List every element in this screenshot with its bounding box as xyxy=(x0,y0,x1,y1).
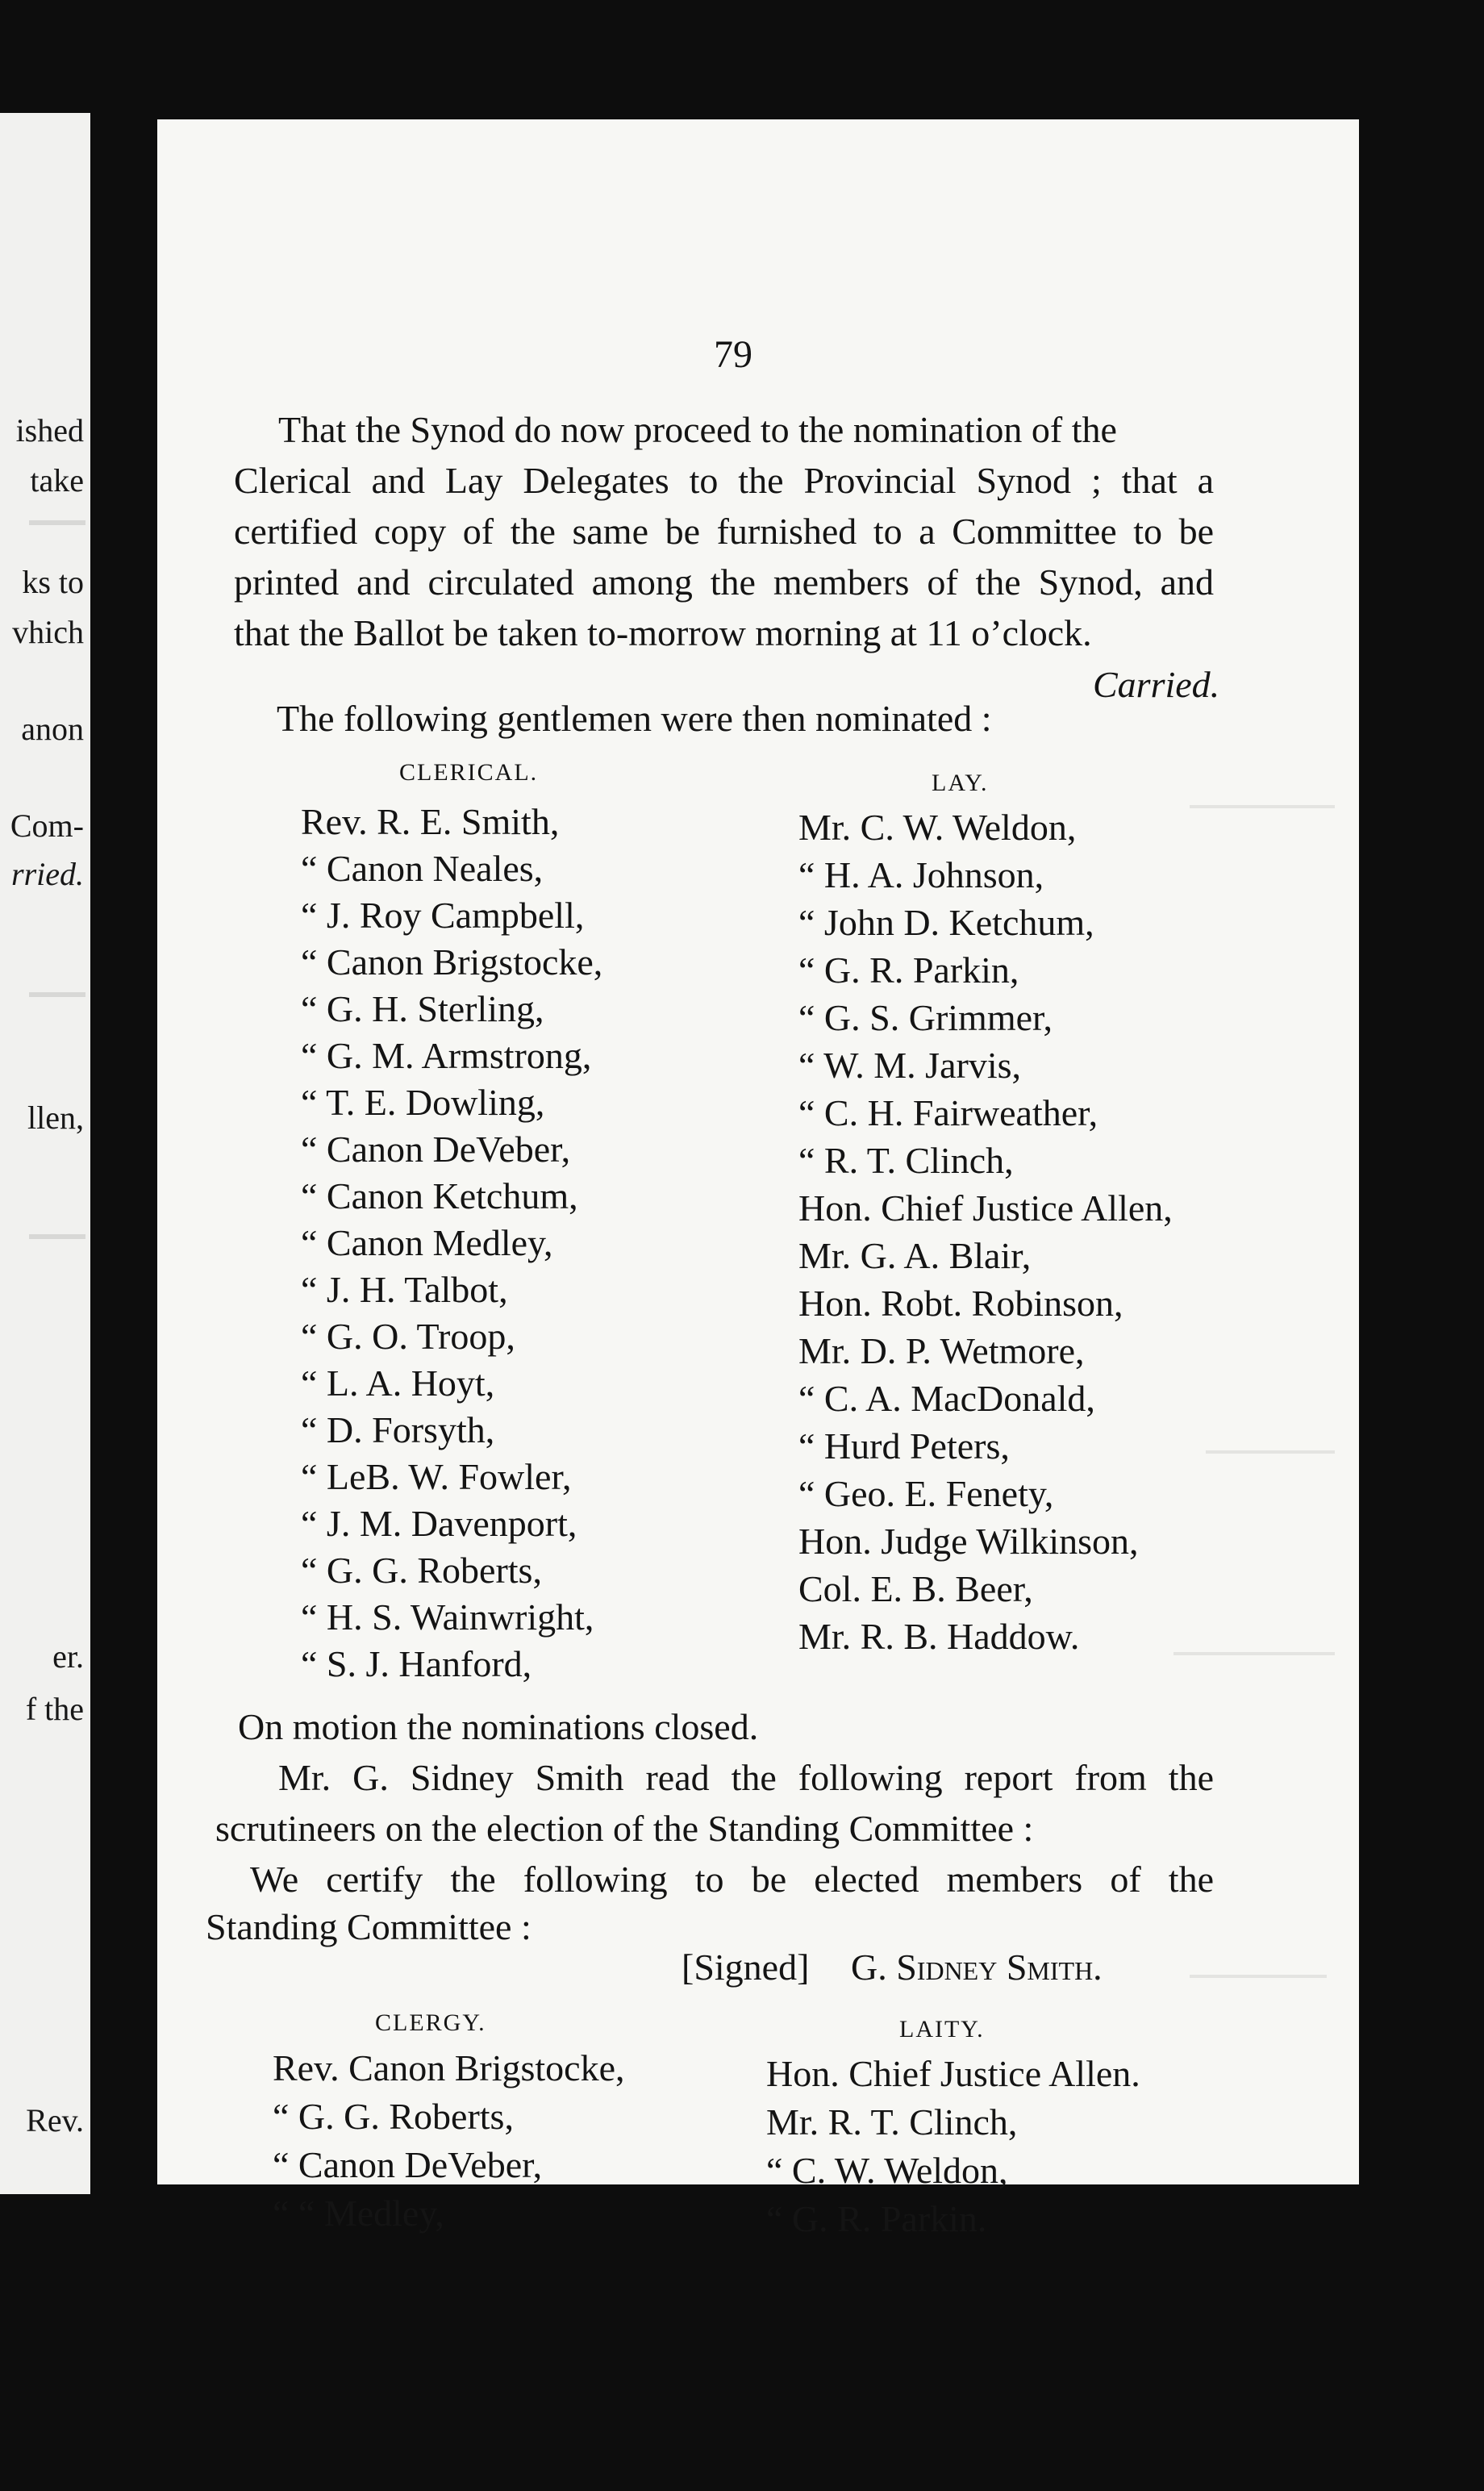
clerical-nominee: “ G. O. Troop, xyxy=(301,1316,515,1357)
clerical-nominee: “ Canon Ketchum, xyxy=(301,1175,578,1216)
clergy-member: Rev. Canon Brigstocke, xyxy=(273,2047,625,2088)
lay-nominee: “ G. S. Grimmer, xyxy=(798,997,1053,1038)
lay-nominee: Mr. R. B. Haddow. xyxy=(798,1616,1080,1657)
clerical-heading: CLERICAL. xyxy=(399,759,539,786)
clerical-nominee: “ G. H. Sterling, xyxy=(301,988,544,1029)
clerical-nominee: “ Canon Brigstocke, xyxy=(301,941,603,983)
laity-member: “ C. W. Weldon, xyxy=(766,2150,1008,2191)
laity-member: Hon. Chief Justice Allen. xyxy=(766,2053,1140,2094)
laity-heading: LAITY. xyxy=(899,2016,985,2042)
lay-nominee: “ H. A. Johnson, xyxy=(798,854,1044,895)
nominations-closed: On motion the nominations closed. xyxy=(238,1706,759,1747)
lay-nominee: “ W. M. Jarvis, xyxy=(798,1045,1021,1086)
facing-page-fragment: er. xyxy=(52,1638,84,1675)
lay-nominee: Mr. C. W. Weldon, xyxy=(798,807,1077,848)
clergy-member: “ “ Medley, xyxy=(273,2193,444,2234)
lay-nominee: “ G. R. Parkin, xyxy=(798,949,1019,991)
lay-nominee: Hon. Judge Wilkinson, xyxy=(798,1521,1139,1562)
lay-nominee: “ R. T. Clinch, xyxy=(798,1140,1014,1181)
clerical-nominee: “ LeB. W. Fowler, xyxy=(301,1456,572,1497)
signed-label: [Signed] xyxy=(682,1946,810,1988)
lay-nominee: Col. E. B. Beer, xyxy=(798,1568,1033,1609)
clerical-nominee: “ Canon Neales, xyxy=(301,848,544,889)
facing-page-fragment: ished xyxy=(15,412,84,449)
motion-line: printed and circulated among the members of the Synod, and xyxy=(234,561,1214,603)
clerical-nominee: “ H. S. Wainwright, xyxy=(301,1596,594,1638)
certify-line: We certify the following to be elected members of the xyxy=(250,1859,1214,1900)
motion-line: That the Synod do now proceed to the nomination of the xyxy=(278,409,1117,450)
facing-page-edge xyxy=(0,113,90,2194)
facing-page-fragment: f the xyxy=(25,1691,84,1727)
clergy-member: “ G. G. Roberts, xyxy=(273,2096,514,2137)
lay-nominee: Mr. G. A. Blair, xyxy=(798,1235,1032,1276)
laity-member: “ G. R. Parkin. xyxy=(766,2198,987,2239)
clerical-nominee: “ T. E. Dowling, xyxy=(301,1082,545,1123)
clerical-nominee: “ J. Roy Campbell, xyxy=(301,895,585,936)
facing-page-fragment: Com- xyxy=(10,807,84,844)
clerical-nominee: “ G. G. Roberts, xyxy=(301,1550,542,1591)
clerical-nominee: “ S. J. Hanford, xyxy=(301,1643,532,1684)
facing-page-fragment: take xyxy=(30,462,84,499)
clerical-nominee: “ Canon Medley, xyxy=(301,1222,553,1263)
facing-page-fragment: ks to xyxy=(22,564,84,600)
clerical-nominee: “ D. Forsyth, xyxy=(301,1409,495,1450)
facing-page-fragment: llen, xyxy=(27,1099,84,1136)
lay-nominee: “ C. A. MacDonald, xyxy=(798,1378,1095,1419)
report-line: scrutineers on the election of the Standing Committee : xyxy=(215,1808,1034,1849)
lay-nominee: Hon. Chief Justice Allen, xyxy=(798,1187,1173,1229)
certify-line: Standing Committee : xyxy=(206,1906,531,1947)
clerical-nominee: “ G. M. Armstrong, xyxy=(301,1035,592,1076)
facing-page-fragment: anon xyxy=(21,711,84,747)
clerical-nominee: “ L. A. Hoyt, xyxy=(301,1362,495,1404)
report-line: Mr. G. Sidney Smith read the following report from the xyxy=(278,1757,1214,1798)
carried-label: Carried. xyxy=(1093,664,1220,705)
facing-page-fragment: rried. xyxy=(11,856,84,892)
lay-nominee: “ C. H. Fairweather, xyxy=(798,1092,1098,1133)
clerical-nominee: “ J. M. Davenport, xyxy=(301,1503,577,1544)
lay-nominee: Hon. Robt. Robinson, xyxy=(798,1283,1123,1324)
signer-name: G. Sidney Smith. xyxy=(851,1946,1103,1988)
book-page xyxy=(157,119,1359,2239)
motion-line: certified copy of the same be furnished to a Committee to be xyxy=(234,511,1214,552)
lay-nominee: Mr. D. P. Wetmore, xyxy=(798,1330,1085,1371)
lay-nominee: “ Hurd Peters, xyxy=(798,1425,1010,1467)
clerical-nominee: Rev. R. E. Smith, xyxy=(301,801,560,842)
laity-member: Mr. R. T. Clinch, xyxy=(766,2101,1018,2143)
motion-line: Clerical and Lay Delegates to the Provincial Synod ; that a xyxy=(234,460,1214,501)
lay-heading: LAY. xyxy=(932,770,989,796)
lay-nominee: “ John D. Ketchum, xyxy=(798,902,1094,943)
facing-page-fragment: Rev. xyxy=(26,2102,84,2138)
motion-line: that the Ballot be taken to-morrow morning at 11 o’clock. xyxy=(234,612,1092,653)
nominated-intro: The following gentlemen were then nominated : xyxy=(277,698,992,739)
clergy-member: “ Canon DeVeber, xyxy=(273,2144,543,2185)
facing-page-fragment: vhich xyxy=(12,614,84,650)
clergy-heading: CLERGY. xyxy=(375,2009,486,2036)
clerical-nominee: “ Canon DeVeber, xyxy=(301,1129,571,1170)
clerical-nominee: “ J. H. Talbot, xyxy=(301,1269,508,1310)
lay-nominee: “ Geo. E. Fenety, xyxy=(798,1473,1054,1514)
page-number: 79 xyxy=(714,333,752,376)
